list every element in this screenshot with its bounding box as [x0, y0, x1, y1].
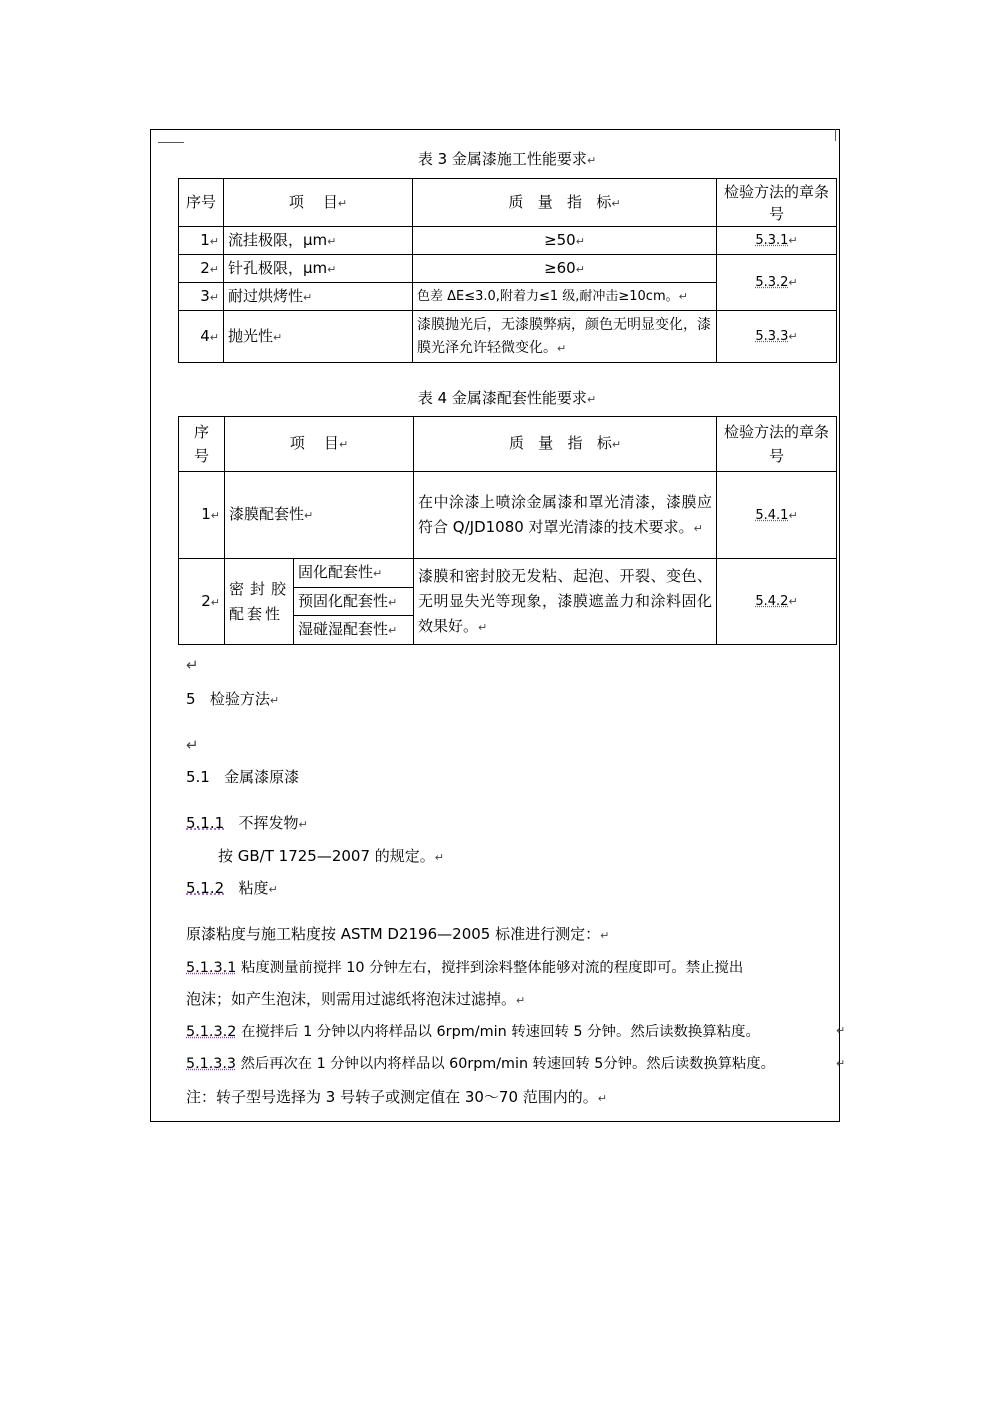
header-cell: 序号: [179, 179, 224, 227]
paragraph-mark: ↵: [836, 1024, 846, 1037]
paragraph-mark: ↵: [836, 1057, 846, 1070]
cell-item: 流挂极限，μm↵: [224, 227, 413, 255]
cell-item: 耐过烘烤性↵: [224, 283, 413, 311]
cell-item: 针孔极限，μm↵: [224, 255, 413, 283]
cell-method: 5.4.2↵: [717, 559, 837, 645]
table-row: [179, 311, 837, 363]
table-row: [179, 559, 837, 588]
cell-spec: 色差 ΔE≤3.0,附着力≤1 级,耐冲击≥10cm。↵: [413, 283, 717, 311]
margin-corner-mark-right: [835, 129, 841, 141]
cell-subitem: 预固化配套性↵: [294, 588, 414, 616]
cell-no: 1↵: [179, 227, 224, 255]
cell-group: 密封胶配套性: [225, 559, 294, 645]
cell-no: 2↵: [179, 255, 224, 283]
paragraph-5-1-3-1-cont: 泡沫；如产生泡沫，则需用过滤纸将泡沫过滤掉。↵: [186, 990, 526, 1008]
header-cell: 项 目↵: [225, 417, 414, 472]
empty-paragraph: ↵: [186, 656, 199, 674]
margin-corner-mark: [158, 134, 184, 143]
header-cell: 检验方法的章条号: [717, 417, 837, 472]
cell-spec: 漆膜和密封胶无发粘、起泡、开裂、变色、无明显失光等现象，漆膜遮盖力和涂料固化效果好。↵: [414, 559, 717, 645]
cell-subitem: 湿碰湿配套性↵: [294, 616, 414, 645]
paragraph-5-1-3-3: 5.1.3.3 然后再次在 1 分钟以内将样品以 60rpm/min 转速回转 5分钟。然后读数换算粘度。: [186, 1056, 775, 1072]
table-row: [179, 472, 837, 559]
section-5-1-heading: 5.1 金属漆原漆: [186, 768, 300, 786]
cell-method: 5.3.1↵: [717, 227, 837, 255]
cell-method: 5.4.1↵: [717, 472, 837, 559]
table4-caption: 表 4 金属漆配套性能要求↵: [417, 389, 597, 407]
table-row: [179, 227, 837, 255]
table3-caption: 表 3 金属漆施工性能要求↵: [417, 150, 597, 168]
cell-no: 2↵: [179, 559, 225, 645]
paragraph-viscosity-standard: 原漆粘度与施工粘度按 ASTM D2196—2005 标准进行测定：↵: [186, 925, 610, 943]
header-cell: 质 量 指 标↵: [414, 417, 717, 472]
cell-method: 5.3.3↵: [717, 311, 837, 363]
table4: [178, 416, 837, 645]
section-5-1-1-text: 按 GB/T 1725—2007 的规定。↵: [218, 847, 445, 865]
table3-header-row: [179, 179, 837, 227]
cell-method: 5.3.2↵: [717, 255, 837, 311]
cell-spec: 在中涂漆上喷涂金属漆和罩光清漆，漆膜应符合 Q/JD1080 对罩光清漆的技术要求。↵: [414, 472, 717, 559]
section-5-1-1-heading: 5.1.1 不挥发物↵: [186, 814, 308, 832]
section-5-heading: 5 检验方法↵: [186, 690, 280, 708]
paragraph-5-1-3-1: 5.1.3.1 粘度测量前搅拌 10 分钟左右，搅拌到涂料整体能够对流的程度即可。禁止搅出: [186, 960, 744, 976]
table4-header-row: [179, 417, 837, 472]
cell-subitem: 固化配套性↵: [294, 559, 414, 588]
cell-item: 漆膜配套性↵: [225, 472, 414, 559]
cell-item: 抛光性↵: [224, 311, 413, 363]
section-5-1-2-heading: 5.1.2 粘度↵: [186, 879, 278, 897]
table-row: [179, 255, 837, 283]
header-cell: 质 量 指 标↵: [413, 179, 717, 227]
cell-no: 3↵: [179, 283, 224, 311]
table3: [178, 178, 837, 363]
cell-no: 4↵: [179, 311, 224, 363]
cell-no: 1↵: [179, 472, 225, 559]
cell-spec: ≥60↵: [413, 255, 717, 283]
cell-spec: 漆膜抛光后，无漆膜弊病，颜色无明显变化，漆膜光泽允许轻微变化。↵: [413, 311, 717, 363]
cell-spec: ≥50↵: [413, 227, 717, 255]
header-cell: 项 目↵: [224, 179, 413, 227]
header-cell: 检验方法的章条号: [717, 179, 837, 227]
paragraph-5-1-3-2: 5.1.3.2 在搅拌后 1 分钟以内将样品以 6rpm/min 转速回转 5 分钟。然后读数换算粘度。: [186, 1024, 760, 1040]
header-cell: 序号: [179, 417, 225, 472]
empty-paragraph: ↵: [186, 736, 199, 754]
paragraph-note: 注：转子型号选择为 3 号转子或测定值在 30～70 范围内的。↵: [186, 1088, 608, 1106]
